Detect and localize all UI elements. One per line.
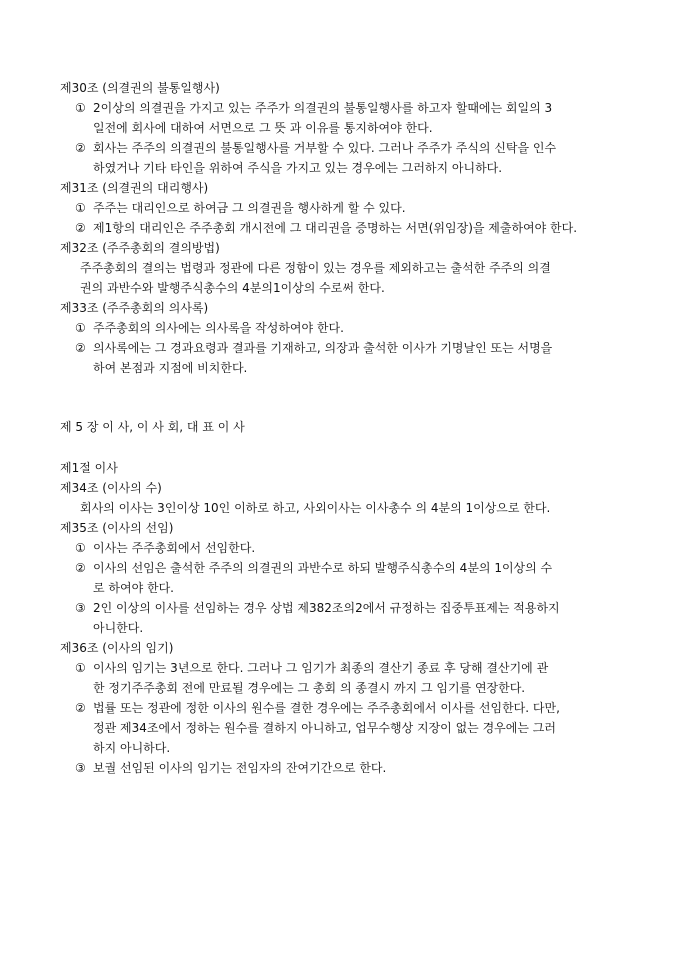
item-text: 회사는 주주의 의결권의 불통일행사를 거부할 수 있다. 그러나 주주가 주식의 신탁을 인수 xyxy=(93,141,557,155)
item-marker: ① xyxy=(75,321,86,335)
item-text: 이사는 주주총회에서 선임한다. xyxy=(93,541,256,555)
item-text: 법률 또는 정관에 정한 이사의 원수를 결한 경우에는 주주총회에서 이사를 선임한다. 다만, xyxy=(93,701,560,715)
item-text: 보궐 선임된 이사의 임기는 전임자의 잔여기간으로 한다. xyxy=(93,761,387,775)
article-32-paragraph: 주주총회의 결의는 법령과 정관에 다른 정함이 있는 경우를 제외하고는 출석한 주주의 의결 xyxy=(80,261,551,275)
article-31-title: 제31조 (의결권의 대리행사) xyxy=(60,181,209,195)
item-marker: ① xyxy=(75,661,86,675)
item-marker: ② xyxy=(75,221,86,235)
article-36-item-2 xyxy=(0,698,640,718)
article-35-item-1 xyxy=(0,538,640,558)
item-marker: ② xyxy=(75,341,86,355)
article-35-title: 제35조 (이사의 선임) xyxy=(60,521,174,535)
article-32-title: 제32조 (주주총회의 결의방법) xyxy=(60,241,220,255)
item-text: 의사록에는 그 경과요령과 결과를 기재하고, 의장과 출석한 이사가 기명날인 또는 서명을 xyxy=(93,341,553,355)
article-30-item-2-cont: 하였거나 기타 타인을 위하여 주식을 가지고 있는 경우에는 그러하지 아니하다. xyxy=(93,161,503,175)
item-text: 2인 이상의 이사를 선임하는 경우 상법 제382조의2에서 규정하는 집중투표제는 적용하지 xyxy=(93,601,560,615)
article-30-item-1-cont: 일전에 회사에 대하여 서면으로 그 뜻 과 이유를 통지하여야 한다. xyxy=(93,121,433,135)
article-36-item-2-cont2: 하지 아니하다. xyxy=(93,741,171,755)
chapter-5-heading: 제 5 장 이 사, 이 사 회, 대 표 이 사 xyxy=(60,420,245,434)
article-35-item-3 xyxy=(0,598,640,618)
item-text: 이사의 선임은 출석한 주주의 의결권의 과반수로 하되 발행주식총수의 4분의 1이상의 수 xyxy=(93,561,553,575)
article-35-item-2-cont: 로 하여야 한다. xyxy=(93,581,174,595)
article-35-item-3-cont: 아니한다. xyxy=(93,621,144,635)
item-marker: ③ xyxy=(75,761,86,775)
article-34-paragraph: 회사의 이사는 3인이상 10인 이하로 하고, 사외이사는 이사총수 의 4분의 1이상으로 한다. xyxy=(80,501,551,515)
article-36-item-3 xyxy=(0,758,640,778)
article-33-title: 제33조 (주주총회의 의사록) xyxy=(60,301,209,315)
item-text: 이사의 임기는 3년으로 한다. 그러나 그 임기가 최종의 결산기 종료 후 당해 결산기에 관 xyxy=(93,661,549,675)
item-marker: ② xyxy=(75,141,86,155)
article-36-title: 제36조 (이사의 임기) xyxy=(60,641,174,655)
item-text: 주주총회의 의사에는 의사록을 작성하여야 한다. xyxy=(93,321,344,335)
item-marker: ① xyxy=(75,201,86,215)
article-32-paragraph-cont: 권의 과반수와 발행주식총수의 4분의1이상의 수로써 한다. xyxy=(80,281,385,295)
item-text: 주주는 대리인으로 하여금 그 의결권을 행사하게 할 수 있다. xyxy=(93,201,406,215)
article-30-title: 제30조 (의결권의 불통일행사) xyxy=(60,81,220,95)
section-1-heading: 제1절 이사 xyxy=(60,461,118,475)
item-marker: ② xyxy=(75,561,86,575)
article-31-item-1 xyxy=(0,198,640,218)
article-30-item-2 xyxy=(0,138,640,158)
item-marker: ③ xyxy=(75,601,86,615)
article-34-title: 제34조 (이사의 수) xyxy=(60,481,162,495)
item-text: 2이상의 의결권을 가지고 있는 주주가 의결권의 불통일행사를 하고자 할때에는 회일의 3 xyxy=(93,101,553,115)
article-33-item-2 xyxy=(0,338,640,358)
item-marker: ① xyxy=(75,101,86,115)
article-36-item-1-cont: 한 정기주주총회 전에 만료될 경우에는 그 총회 의 종결시 까지 그 임기를 연장한다. xyxy=(93,681,526,695)
article-30-item-1 xyxy=(0,98,640,118)
item-marker: ② xyxy=(75,701,86,715)
article-31-item-2 xyxy=(0,218,640,238)
article-33-item-1 xyxy=(0,318,640,338)
article-36-item-2-cont: 정관 제34조에서 정하는 원수를 결하지 아니하고, 업무수행상 지장이 없는 경우에는 그러 xyxy=(93,721,556,735)
article-35-item-2 xyxy=(0,558,640,578)
article-36-item-1 xyxy=(0,658,640,678)
article-33-item-2-cont: 하여 본점과 지점에 비치한다. xyxy=(93,361,248,375)
item-marker: ① xyxy=(75,541,86,555)
item-text: 제1항의 대리인은 주주총회 개시전에 그 대리권을 증명하는 서면(위임장)을 제출하여야 한다. xyxy=(93,221,578,235)
